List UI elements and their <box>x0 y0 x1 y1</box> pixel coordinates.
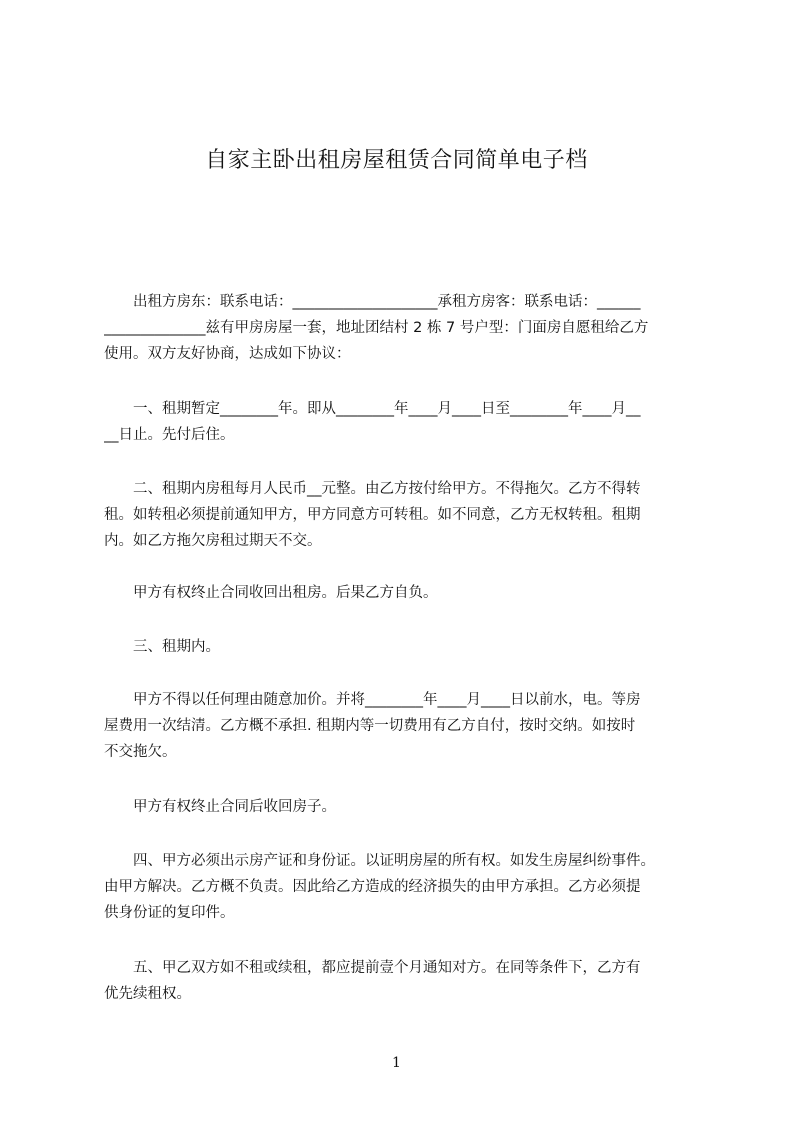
paragraph-clause-3-note <box>104 794 704 820</box>
paragraph-line: 不交拖欠。 <box>104 744 177 760</box>
paragraph-parties <box>104 289 704 367</box>
document-title: 自家主卧出租房屋租赁合同简单电子档 <box>205 148 588 173</box>
paragraph-clause-3-heading <box>104 634 704 660</box>
paragraph-clause-5 <box>104 955 704 1007</box>
paragraph-clause-2 <box>104 476 704 554</box>
paragraph-clause-1 <box>104 396 704 448</box>
paragraph-line: 由甲方解决。乙方概不负责。因此给乙方造成的经济损失的由甲方承担。乙方必须提 <box>104 879 641 895</box>
paragraph-line: 甲方有权终止合同后收回房子。 <box>104 799 336 815</box>
paragraph-line: 屋费用一次结清。乙方概不承担. 租期内等一切费用有乙方自付，按时交纳。如按时 <box>104 718 636 734</box>
paragraph-line: 二、租期内房租每月人民币__元整。由乙方按付给甲方。不得拖欠。乙方不得转 <box>104 481 641 497</box>
paragraph-clause-2-note <box>104 580 704 606</box>
paragraph-clause-4 <box>104 848 704 926</box>
paragraph-line: 出租方房东：联系电话：____________________承租方房客：联系电话：______ <box>104 294 641 310</box>
paragraph-line: 内。如乙方拖欠房租过期天不交。 <box>104 533 322 549</box>
paragraph-line: 使用。双方友好协商，达成如下协议： <box>104 346 351 362</box>
paragraph-line: 四、甲方必须出示房产证和身份证。以证明房屋的所有权。如发生房屋纠纷事件。 <box>104 853 655 869</box>
paragraph-line: ______________兹有甲房房屋一套，地址团结村 2 栋 7 号户型：门面房自愿租给乙方 <box>104 320 649 336</box>
paragraph-line: 三、租期内。 <box>104 639 220 655</box>
paragraph-line: 甲方有权终止合同收回出租房。后果乙方自负。 <box>104 585 438 601</box>
paragraph-line: 租。如转租必须提前通知甲方，甲方同意方可转租。如不同意，乙方无权转租。租期 <box>104 507 641 523</box>
page-number: 1 <box>392 1055 401 1071</box>
paragraph-line: __日止。先付后住。 <box>104 427 235 443</box>
paragraph-line: 五、甲乙双方如不租或续租，都应提前壹个月通知对方。在同等条件下，乙方有 <box>104 960 641 976</box>
paragraph-line: 甲方不得以任何理由随意加价。并将________年____月____日以前水，电。等房 <box>104 692 641 708</box>
paragraph-line: 优先续租权。 <box>104 986 191 1002</box>
paragraph-line: 一、租期暂定________年。即从________年____月____日至________年____月__ <box>104 401 641 417</box>
paragraph-line: 供身份证的复印件。 <box>104 905 235 921</box>
paragraph-clause-3 <box>104 687 704 765</box>
